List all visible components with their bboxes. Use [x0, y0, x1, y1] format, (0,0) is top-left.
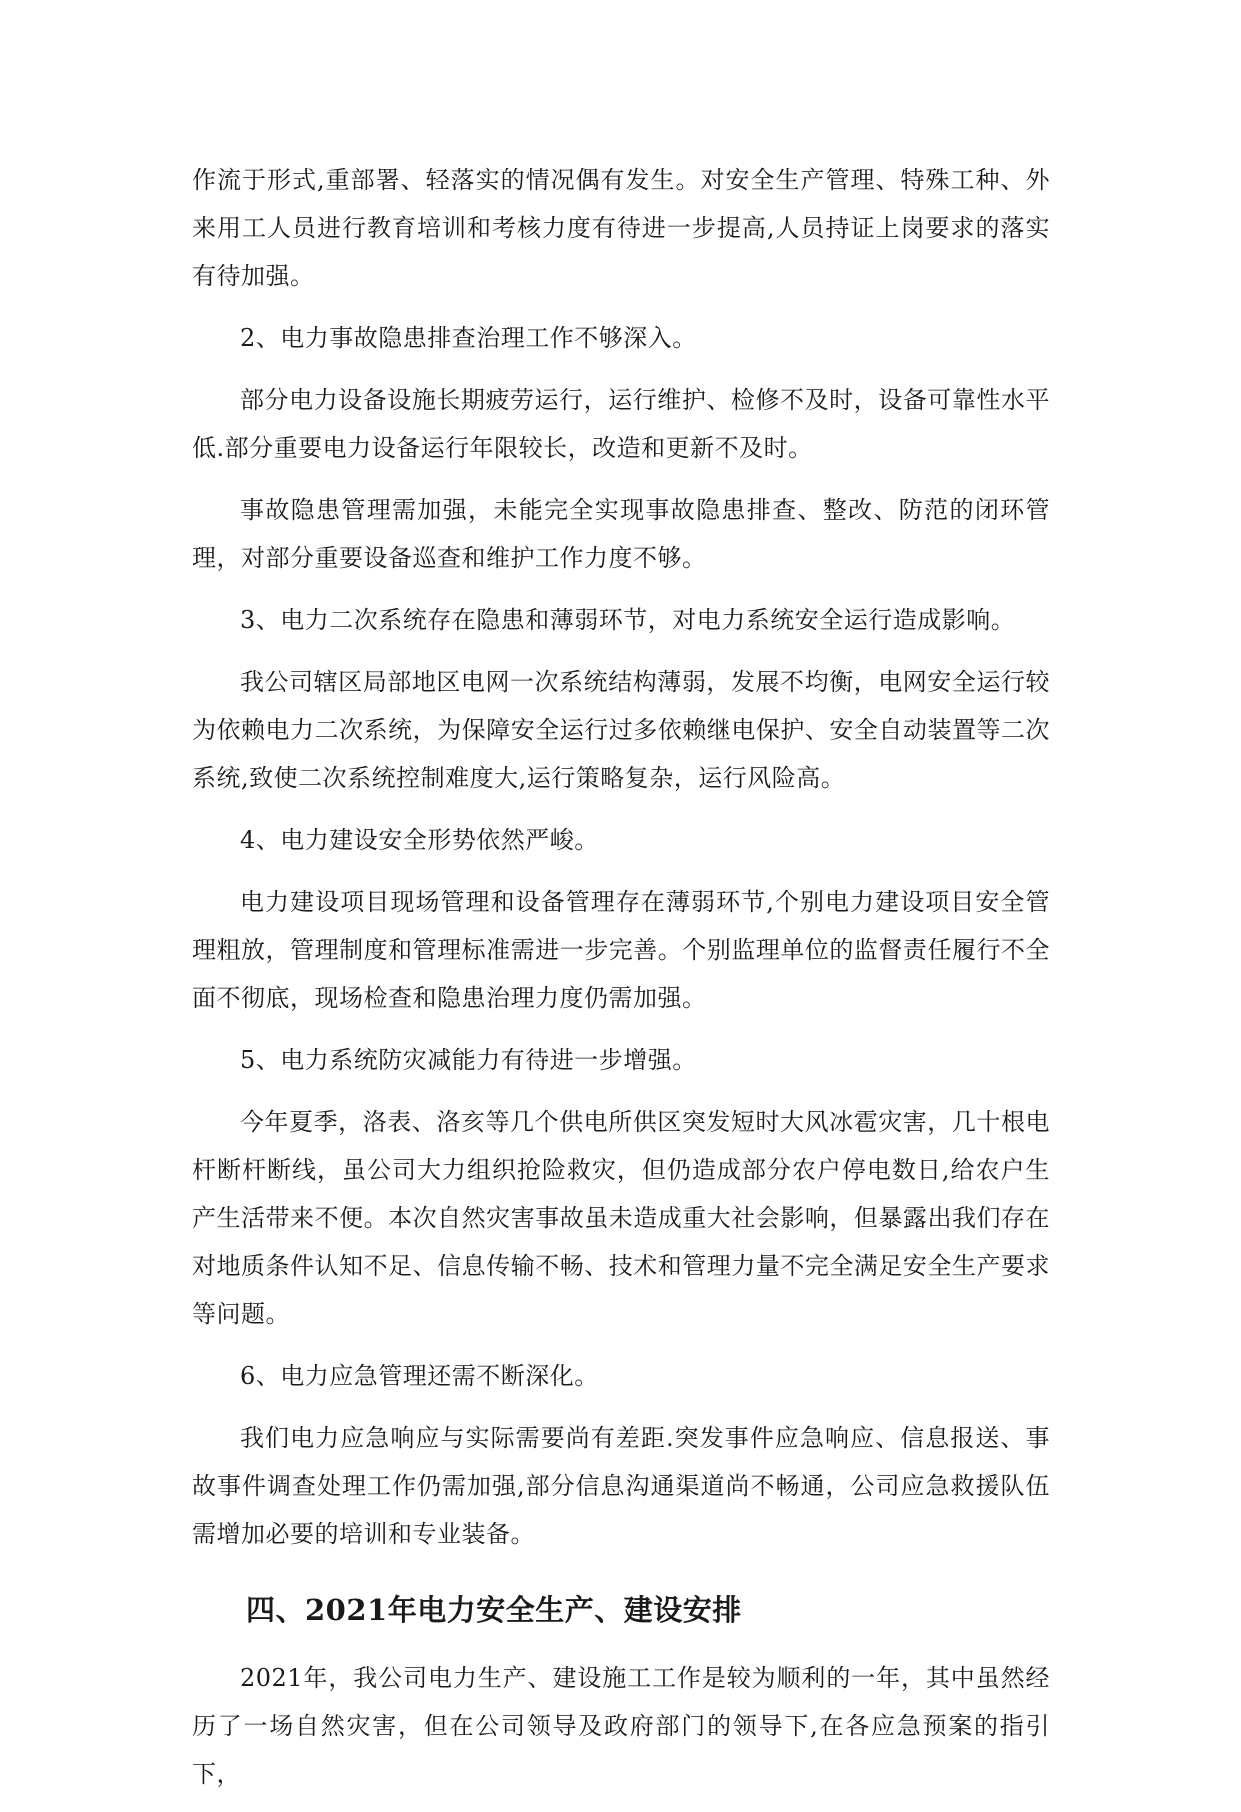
item-heading-5: 5、电力系统防灾减能力有待进一步增强。 — [240, 1046, 697, 1074]
paragraph: 2021年，我公司电力生产、建设施工工作是较为顺利的一年，其中虽然经历了一场自然灾害，但在公司领导及政府部门的领导下,在各应急预案的指引下， — [192, 1664, 1050, 1788]
item-heading-2: 2、电力事故隐患排查治理工作不够深入。 — [240, 324, 697, 352]
section-heading: 四、2021年电力安全生产、建设安排 — [246, 1593, 742, 1627]
paragraph: 今年夏季，洛表、洛亥等几个供电所供区突发短时大风冰雹灾害，几十根电杆断杆断线，虽公司大力组织抢险救灾，但仍造成部分农户停电数日,给农户生产生活带来不便。本次自然灾害事故虽未造成重大社会影响，但暴露出我们存在对地质条件认知不足、信息传输不畅、技术和管理力量不完全满足安全生产要求等问题。 — [192, 1108, 1050, 1328]
paragraph: 事故隐患管理需加强，未能完全实现事故隐患排查、整改、防范的闭环管理，对部分重要设备巡查和维护工作力度不够。 — [192, 496, 1050, 572]
item-heading-4: 4、电力建设安全形势依然严峻。 — [240, 826, 599, 854]
item-heading-6: 6、电力应急管理还需不断深化。 — [240, 1362, 599, 1390]
paragraph: 部分电力设备设施长期疲劳运行，运行维护、检修不及时，设备可靠性水平低.部分重要电力设备运行年限较长，改造和更新不及时。 — [192, 386, 1050, 462]
paragraph: 电力建设项目现场管理和设备管理存在薄弱环节,个别电力建设项目安全管理粗放，管理制度和管理标准需进一步完善。个别监理单位的监督责任履行不全面不彻底，现场检查和隐患治理力度仍需加强。 — [192, 888, 1050, 1012]
paragraph: 我公司辖区局部地区电网一次系统结构薄弱，发展不均衡，电网安全运行较为依赖电力二次系统，为保障安全运行过多依赖继电保护、安全自动装置等二次系统,致使二次系统控制难度大,运行策略复杂，运行风险高。 — [192, 668, 1050, 792]
paragraph-continued: 作流于形式,重部署、轻落实的情况偶有发生。对安全生产管理、特殊工种、外来用工人员进行教育培训和考核力度有待进一步提高,人员持证上岗要求的落实有待加强。 — [192, 166, 1050, 290]
paragraph: 我们电力应急响应与实际需要尚有差距.突发事件应急响应、信息报送、事故事件调查处理工作仍需加强,部分信息沟通渠道尚不畅通，公司应急救援队伍需增加必要的培训和专业装备。 — [192, 1424, 1050, 1548]
item-heading-3: 3、电力二次系统存在隐患和薄弱环节，对电力系统安全运行造成影响。 — [240, 606, 1016, 634]
document-body — [192, 156, 1050, 1812]
